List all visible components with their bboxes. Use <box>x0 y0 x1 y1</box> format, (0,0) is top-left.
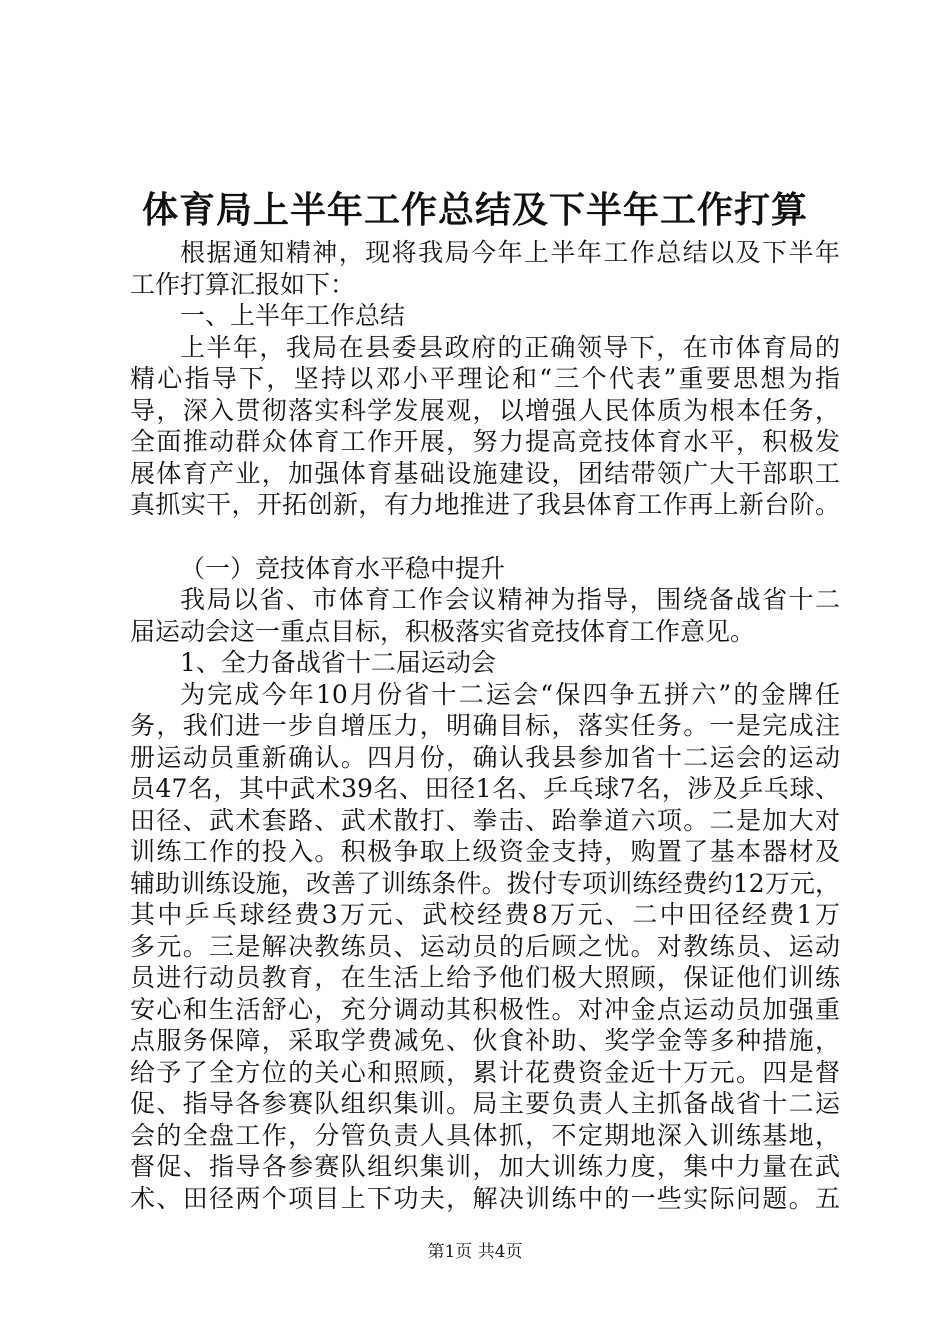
paragraph-line: 册运动员重新确认。四月份，确认我县参加省十二运会的运动 <box>130 742 840 772</box>
paragraph-line: 给予了全方位的关心和照顾，累计花费资金近十万元。四是督 <box>130 1057 840 1087</box>
paragraph-line: 多元。三是解决教练员、运动员的后顾之忧。对教练员、运动 <box>130 931 840 961</box>
item-heading: 1、全力备战省十二届运动会 <box>180 648 496 677</box>
paragraph-line: 全面推动群众体育工作开展，努力提高竞技体育水平，积极发 <box>130 427 840 456</box>
paragraph-line: 点服务保障，采取学费减免、伙食补助、奖学金等多种措施， <box>130 1026 840 1055</box>
paragraph-gap <box>130 521 840 553</box>
paragraph-line: 员47名，其中武术39名、田径1名、乒乓球7名，涉及乒乓球、 <box>130 774 840 803</box>
paragraph-line: 员进行动员教育，在生活上给予他们极大照顾，保证他们训练 <box>130 963 840 992</box>
paragraph-line: 导，深入贯彻落实科学发展观，以增强人民体质为根本任务， <box>130 395 840 425</box>
paragraph-line: 展体育产业，加强体育基础设施建设，团结带领广大干部职工 <box>130 458 840 488</box>
paragraph-line: 根据通知精神，现将我局今年上半年工作总结以及下半年 <box>180 238 840 267</box>
paragraph-line: 会的全盘工作，分管负责人具体抓，不定期地深入训练基地， <box>130 1120 840 1150</box>
paragraph-line: 我局以省、市体育工作会议精神为指导，围绕备战省十二 <box>180 585 840 614</box>
paragraph-line: 其中乒乓球经费3万元、武校经费8万元、二中田径经费1万 <box>130 900 840 929</box>
document-body <box>130 237 840 1214</box>
paragraph-line: 精心指导下，坚持以邓小平理论和“三个代表”重要思想为指 <box>130 364 840 393</box>
paragraph-line: 田径、武术套路、武术散打、拳击、跆拳道六项。二是加大对 <box>130 805 840 835</box>
subsection-heading: （一）竞技体育水平稳中提升 <box>180 553 506 583</box>
paragraph-line: 辅助训练设施，改善了训练条件。拨付专项训练经费约12万元， <box>130 868 840 898</box>
paragraph-line: 为完成今年10月份省十二运会“保四争五拼六”的金牌任 <box>180 679 840 709</box>
document-title: 体育局上半年工作总结及下半年工作打算 <box>141 189 808 231</box>
paragraph-line: 促、指导各参赛队组织集训。局主要负责人主抓备战省十二运 <box>130 1089 840 1118</box>
section-heading: 一、上半年工作总结 <box>180 301 406 330</box>
paragraph-line: 上半年，我局在县委县政府的正确领导下，在市体育局的 <box>180 332 840 362</box>
paragraph-line: 安心和生活舒心，充分调动其积极性。对冲金点运动员加强重 <box>130 994 840 1024</box>
paragraph-line: 督促、指导各参赛队组织集训，加大训练力度，集中力量在武 <box>130 1152 840 1181</box>
paragraph-line: 训练工作的投入。积极争取上级资金支持，购置了基本器材及 <box>130 837 840 866</box>
paragraph-line: 工作打算汇报如下： <box>130 269 356 299</box>
paragraph-line: 务，我们进一步自增压力，明确目标，落实任务。一是完成注 <box>130 711 840 740</box>
paragraph-line: 术、田径两个项目上下功夫，解决训练中的一些实际问题。五 <box>130 1183 840 1213</box>
paragraph-line: 届运动会这一重点目标，积极落实省竞技体育工作意见。 <box>130 616 756 646</box>
paragraph-line: 真抓实干，开拓创新，有力地推进了我县体育工作再上新台阶。 <box>130 490 840 519</box>
page-number: 第1页 共4页 <box>427 1242 523 1262</box>
